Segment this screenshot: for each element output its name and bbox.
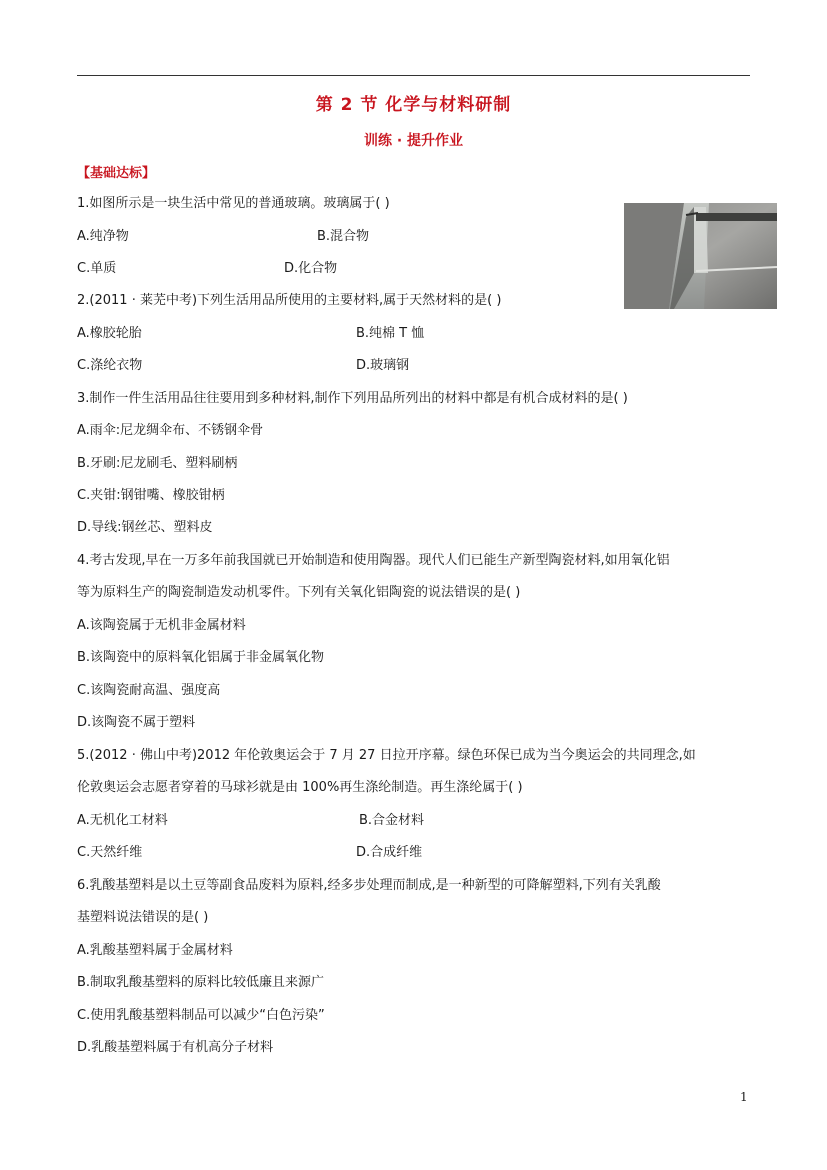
question-4-stem-line-1: 4.考古发现,早在一万多年前我国就已开始制造和使用陶器。现代人们已能生产新型陶瓷材料,如用氧化铝 — [77, 553, 670, 568]
question-5-option-d: D.合成纤维 — [356, 845, 423, 860]
question-5-stem-line-2: 伦敦奥运会志愿者穿着的马球衫就是由 100%再生涤纶制造。再生涤纶属于( ) — [77, 780, 523, 795]
question-2-option-a: A.橡胶轮胎 — [77, 326, 142, 341]
question-6-stem-line-2: 基塑料说法错误的是( ) — [77, 910, 209, 925]
question-3-option-b: B.牙刷:尼龙刷毛、塑料刷柄 — [77, 456, 238, 471]
question-5-option-b: B.合金材料 — [359, 813, 425, 828]
question-2-option-d: D.玻璃钢 — [356, 358, 410, 373]
question-6-stem-line-1: 6.乳酸基塑料是以土豆等副食品废料为原料,经多步处理而制成,是一种新型的可降解塑料,下列有关乳酸 — [77, 878, 661, 893]
question-4-option-d: D.该陶瓷不属于塑料 — [77, 715, 196, 730]
page-number: 1 — [740, 1090, 748, 1104]
question-4-option-b: B.该陶瓷中的原料氧化铝属于非金属氧化物 — [77, 650, 325, 665]
question-5-option-c: C.天然纤维 — [77, 845, 143, 860]
question-2-option-b: B.纯棉 T 恤 — [356, 326, 425, 341]
question-4-option-c: C.该陶瓷耐高温、强度高 — [77, 683, 221, 698]
question-3-option-a: A.雨伞:尼龙绸伞布、不锈钢伞骨 — [77, 423, 264, 438]
question-3-option-c: C.夹钳:钢钳嘴、橡胶钳柄 — [77, 488, 225, 503]
question-6-option-c: C.使用乳酸基塑料制品可以减少“白色污染” — [77, 1008, 325, 1023]
question-4-stem-line-2: 等为原料生产的陶瓷制造发动机零件。下列有关氧化铝陶瓷的说法错误的是( ) — [77, 585, 521, 600]
question-1-option-c: C.单质 — [77, 261, 117, 276]
question-1-option-b: B.混合物 — [317, 229, 370, 244]
question-1-stem: 1.如图所示是一块生活中常见的普通玻璃。玻璃属于( ) — [77, 196, 390, 211]
page-subtitle: 训练 · 提升作业 — [363, 133, 464, 149]
question-6-option-d: D.乳酸基塑料属于有机高分子材料 — [77, 1040, 274, 1055]
question-5-option-a: A.无机化工材料 — [77, 813, 168, 828]
question-3-option-d: D.导线:钢丝芯、塑料皮 — [77, 520, 213, 535]
question-3-stem: 3.制作一件生活用品往往要用到多种材料,制作下列用品所列出的材料中都是有机合成材料的是( ) — [77, 391, 628, 406]
header-rule — [77, 75, 750, 76]
glass-photo — [624, 203, 777, 309]
question-2-option-c: C.涤纶衣物 — [77, 358, 143, 373]
question-2-stem: 2.(2011 · 莱芜中考)下列生活用品所使用的主要材料,属于天然材料的是( ) — [77, 293, 502, 308]
question-6-option-b: B.制取乳酸基塑料的原料比较低廉且来源广 — [77, 975, 325, 990]
section-label: 【基础达标】 — [77, 166, 156, 181]
question-1-option-a: A.纯净物 — [77, 229, 129, 244]
question-4-option-a: A.该陶瓷属于无机非金属材料 — [77, 618, 246, 633]
question-6-option-a: A.乳酸基塑料属于金属材料 — [77, 943, 233, 958]
question-1-option-d: D.化合物 — [284, 261, 338, 276]
question-5-stem-line-1: 5.(2012 · 佛山中考)2012 年伦敦奥运会于 7 月 27 日拉开序幕。绿色环保已成为当今奥运会的共同理念,如 — [77, 748, 696, 763]
page-title: 第 2 节 化学与材料研制 — [315, 95, 512, 115]
